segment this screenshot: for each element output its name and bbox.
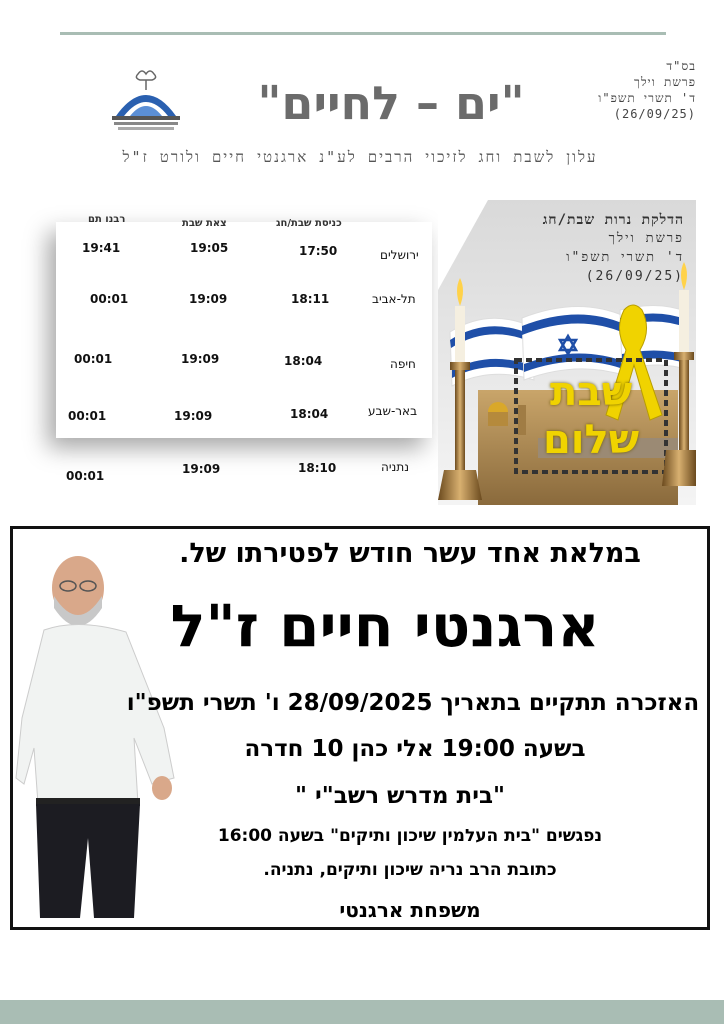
city-name: חיפה xyxy=(390,357,416,371)
shabbat-shalom-greeting xyxy=(516,368,666,464)
greeting-shabbat: שבת xyxy=(549,369,633,415)
rt-time: 00:01 xyxy=(66,469,105,483)
candle-hebrew-date: ד' תשרי תשפ"ו xyxy=(566,250,684,265)
candle-lighting-heading: הדלקת נרות שבת/חג xyxy=(542,212,684,228)
city-name: תל-אביב xyxy=(372,292,416,306)
header-exit: צאת שבת xyxy=(182,218,227,229)
city-name: נתניה xyxy=(381,460,410,474)
candle-lighting-text xyxy=(543,212,684,286)
memorial-venue: "בית מדרש רשב"י " xyxy=(294,783,506,809)
city-name: באר-שבע xyxy=(368,404,418,418)
hebrew-date: ד' תשרי תשפ"ו xyxy=(598,91,696,105)
rt-time: 00:01 xyxy=(74,352,113,366)
exit-time: 19:05 xyxy=(190,241,229,255)
gregorian-date: (26/09/25) xyxy=(613,107,696,121)
candle-gregorian-date: (26/09/25) xyxy=(585,269,684,284)
entry-time: 17:50 xyxy=(299,244,338,258)
city-name: ירושלים xyxy=(380,248,419,262)
page-subtitle: עלון לשבת וחג לזיכוי הרבים לע"נ ארגנטי חיים ולורט ז"ל xyxy=(122,148,598,166)
rt-time: 00:01 xyxy=(68,409,107,423)
top-divider xyxy=(60,32,666,35)
exit-time: 19:09 xyxy=(189,292,228,306)
entry-time: 18:10 xyxy=(298,461,337,475)
memorial-date: האזכרה תתקיים בתאריך 28/09/2025 ו' תשרי תשפ"ו xyxy=(126,690,700,716)
entry-time: 18:11 xyxy=(291,292,330,306)
header-rabbeinu-tam: רבנו תם xyxy=(88,214,126,225)
candle-lighting-panel xyxy=(438,200,696,505)
rabbi-address: כתובת הרב נריה שיכון ותיקים, נתניה. xyxy=(263,860,557,880)
page-title: "ים – לחיים" xyxy=(257,76,525,130)
memorial-intro: במלאת אחד עשר חודש לפטירתו של. xyxy=(179,538,641,569)
memorial-time-address: בשעה 19:00 אלי כהן 10 חדרה xyxy=(244,736,586,762)
entry-time: 18:04 xyxy=(290,407,329,421)
dome-logo-icon xyxy=(108,68,184,134)
exit-time: 19:09 xyxy=(181,352,220,366)
rt-time: 19:41 xyxy=(82,241,121,255)
deceased-name: ארגנטי חיים ז"ל xyxy=(170,592,600,660)
header-meta xyxy=(598,58,696,122)
family-signature: משפחת ארגנטי xyxy=(339,898,481,922)
exit-time: 19:09 xyxy=(182,462,221,476)
greeting-shalom: שלום xyxy=(542,417,640,463)
meeting-point: נפגשים "בית העלמין שיכון ותיקים" בשעה 16:00 xyxy=(217,826,603,846)
rt-time: 00:01 xyxy=(90,292,129,306)
bottom-band xyxy=(0,1000,724,1024)
candle-parasha: פרשת וילך xyxy=(608,231,684,246)
exit-time: 19:09 xyxy=(174,409,213,423)
bsd-text: בס"ד xyxy=(666,59,696,73)
entry-time: 18:04 xyxy=(284,354,323,368)
parasha-text: פרשת וילך xyxy=(634,75,696,89)
header-entry: כניסת שבת/חג xyxy=(276,218,342,229)
